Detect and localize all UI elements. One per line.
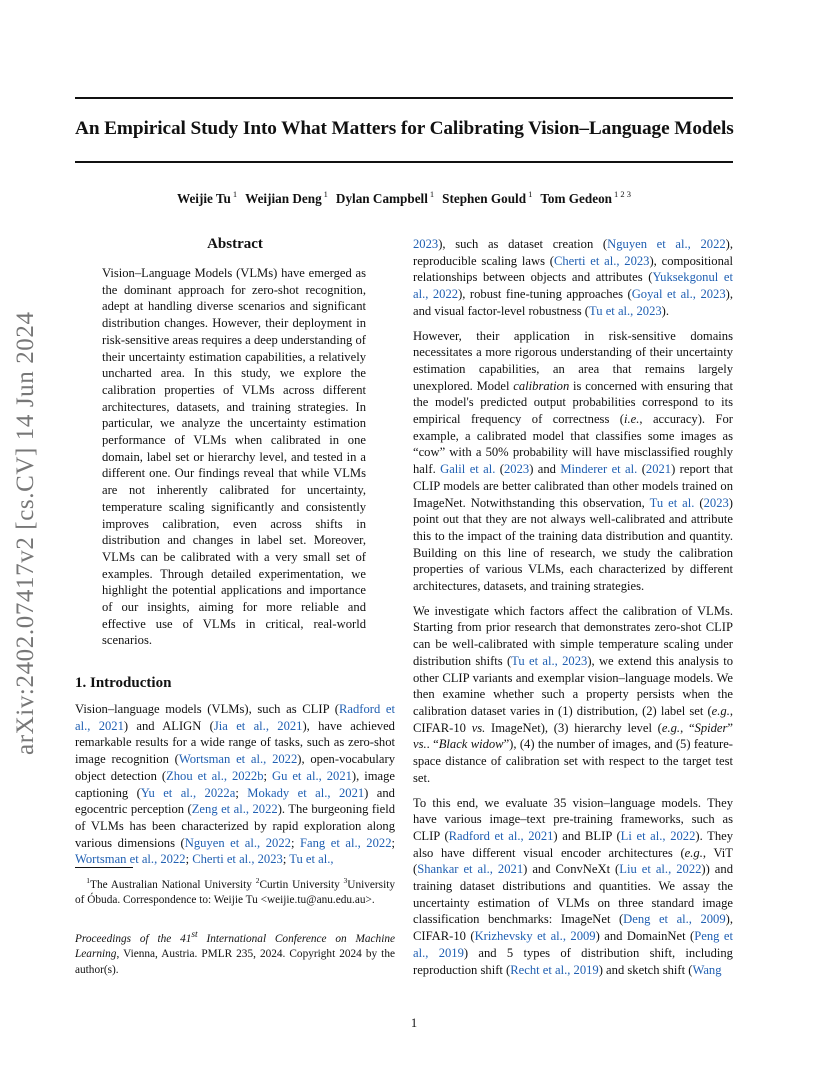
page-number: 1 <box>410 1016 418 1030</box>
text-run: e.g. <box>684 845 703 860</box>
text-run: ” <box>727 720 734 735</box>
citation-link[interactable]: Deng et al., 2009 <box>623 912 726 927</box>
body-paragraph <box>413 236 733 320</box>
citation-link[interactable]: Li et al., 2022 <box>620 828 696 843</box>
citation-link[interactable]: Cherti et al., 2023 <box>553 253 650 268</box>
affiliation-marker: 1 <box>429 189 435 199</box>
text-run: )) and training dataset distributions and quantities. We assay the uncertainty estimation of VLMs on three standard image classification benchmarks: ImageNet ( <box>413 862 733 927</box>
affiliation: Curtin University <box>259 878 340 891</box>
citation-link[interactable]: Tu et al., 2023 <box>589 303 662 318</box>
text-run: , ViT ( <box>413 845 733 877</box>
text-run: . “ <box>426 737 439 752</box>
body-paragraph <box>413 328 733 595</box>
paper-title: An Empirical Study Into What Matters for Calibrating Vision–Language Models <box>75 118 734 139</box>
text-run: ), we extend this analysis to other CLIP variants and exemplar vision–language models. We then examine whether such a property persists when the calibration dataset varies in (1) distribution, (2) label set ( <box>413 653 734 718</box>
text-run: vs. <box>471 720 486 735</box>
text-run: ) and sketch shift ( <box>598 962 693 977</box>
proceedings-ordinal-suffix: st <box>191 930 198 940</box>
citation-link[interactable]: 2023 <box>703 495 729 510</box>
affiliation-marker: 1 <box>323 189 328 199</box>
text-run: ; <box>290 835 300 850</box>
text-run: ). The burgeoning field of VLMs has been characterized by rapid exploration along various dimensions ( <box>75 802 395 850</box>
text-run: , accuracy). For example, a calibrated model that classifies some images as “cow” with a 50% probability will have misclassified roughly half. <box>413 412 733 477</box>
body-paragraph <box>413 603 733 787</box>
author-name: Tom Gedeon <box>540 191 612 207</box>
citation-link[interactable]: Minderer et al. <box>560 462 638 477</box>
text-run: ( <box>694 495 704 510</box>
text-run: e.g. <box>711 703 730 718</box>
right-column <box>413 236 733 986</box>
abstract-heading: Abstract <box>207 236 263 252</box>
citation-link[interactable]: Nguyen et al., 2022 <box>184 835 291 850</box>
citation-link[interactable]: Liu et al., 2022 <box>619 862 702 877</box>
text-run: ), robust fine-tuning approaches ( <box>458 287 632 302</box>
text-run: , “ <box>680 720 695 735</box>
affiliation-marker: 1 2 3 <box>614 189 631 199</box>
author <box>442 191 532 206</box>
text-run: ”), (4) the number of images, and (5) feature-space distance of calibration set with respect to the target test set. <box>413 737 733 785</box>
citation-link[interactable]: Mokady et al., 2021 <box>247 785 365 800</box>
text-run: calibration <box>513 378 570 393</box>
citation-link[interactable]: Nguyen et al., 2022 <box>607 237 726 251</box>
text-run: ( <box>495 462 504 477</box>
text-run: We investigate which factors affect the calibration of VLMs. Starting from prior research that demonstrates zero-shot CLIP can be well-calibrated with simple temperature scaling under distribution shifts ( <box>413 603 733 668</box>
author-name: Dylan Campbell <box>335 191 428 207</box>
arxiv-identifier-stamp: arXiv:2402.07417v2 [cs.CV] 14 Jun 2024 <box>12 311 39 755</box>
body-paragraph <box>413 795 733 979</box>
title-bottom-rule <box>75 161 733 163</box>
text-run: ImageNet), (3) hierarchy level ( <box>485 720 662 735</box>
footnote-rule <box>75 867 133 868</box>
author <box>540 191 631 206</box>
text-run: ) and ALIGN ( <box>123 718 214 733</box>
citation-link[interactable]: Tu et al., <box>289 852 334 867</box>
citation-link[interactable]: 2023 <box>413 237 439 251</box>
text-run: ; <box>235 785 248 800</box>
proceedings-ordinal: 41 <box>180 932 192 945</box>
text-run: is concerned with ensuring that the model's predicted output probabilities correspond to its empirical frequency of correctness ( <box>413 378 733 427</box>
text-run: ), CIFAR-10 ( <box>413 912 733 944</box>
proceedings-notice <box>75 928 395 978</box>
abstract-text: Vision–Language Models (VLMs) have emerged as the dominant approach for zero-shot recognition, adept at handling diverse scenarios and significant distribution changes. However, their deployment in risk-sensitive areas requires a deep understanding of their uncertainty estimation capabilities, a relatively uncharted area. In this study, we explore the calibration properties of VLMs across different architectures, datasets, and training strategies. In particular, we analyze the uncertainty estimation performance of VLMs when calibrated in one domain, label set or hierarchy level, and tested in a different one. Our findings reveal that while VLMs are not inherently calibrated for uncertainty, temperature scaling significantly and consistently improves calibration, even across shifts in distribution and changes in label set. Moreover, VLMs can be calibrated with a very small set of examples. Through detailed experimentation, we highlight the potential applications and importance of our insights, aiming for more reliable and effective use of VLMs in critical, real-world scenarios. <box>102 266 366 648</box>
author <box>177 191 237 206</box>
citation-link[interactable]: Krizhevsky et al., 2009 <box>474 929 596 944</box>
citation-link[interactable]: Shankar et al., 2021 <box>417 862 524 877</box>
citation-link[interactable]: Jia et al., 2021 <box>213 718 303 733</box>
text-run: ) and DomainNet ( <box>595 929 695 944</box>
introduction-body <box>75 701 395 868</box>
text-run: Black widow <box>438 737 504 752</box>
text-run: i.e. <box>623 412 640 427</box>
citation-link[interactable]: Fang et al., 2022 <box>300 835 392 850</box>
citation-link[interactable]: Recht et al., 2019 <box>510 962 599 977</box>
text-run: ), and visual factor-level robustness ( <box>413 287 733 318</box>
text-run: ) and BLIP ( <box>553 828 621 843</box>
text-run: To this end, we evaluate 35 vision–language models. They have various image–text pre-training frameworks, such as CLIP ( <box>413 795 733 843</box>
affiliation-marker: 1 <box>232 189 238 199</box>
text-run: ; <box>263 768 272 783</box>
section-heading-introduction: 1. Introduction <box>75 675 172 691</box>
footnote-marker: 2 <box>255 876 260 885</box>
author <box>336 191 434 206</box>
citation-link[interactable]: 2023 <box>504 462 530 477</box>
citation-link[interactable]: Wortsman et al., 2022 <box>178 752 298 767</box>
text-run: Spider <box>694 720 728 735</box>
correspondence: Correspondence to: Weijie Tu <weijie.tu@anu.edu.au>. <box>123 894 375 907</box>
text-run: , CIFAR-10 <box>413 703 733 735</box>
text-run: ; <box>185 852 193 867</box>
author-name: Stephen Gould <box>442 191 527 207</box>
author-name: Weijie Tu <box>176 191 231 207</box>
text-run: However, their application in risk-sensitive domains necessitates a more rigorous understanding of their uncertainty estimation capabilities, an area that remains largely unexplored. Model <box>413 328 733 393</box>
affiliation: University of Óbuda. <box>75 878 395 907</box>
text-run: ). <box>661 303 670 318</box>
text-run: ), reproducible scaling laws ( <box>413 237 734 268</box>
text-run: ( <box>637 462 646 477</box>
footnote-marker: 3 <box>343 876 348 885</box>
affiliation-marker: 1 <box>528 189 533 199</box>
conference-name: International Conference on Machine Learning <box>75 932 395 961</box>
footnote-marker: 1 <box>86 876 91 885</box>
text-run: ) and <box>529 462 561 477</box>
introduction-paragraph <box>75 701 395 868</box>
citation-link[interactable]: Tu et al., 2023 <box>511 653 588 668</box>
proceedings-prefix: Proceedings of the <box>75 932 181 945</box>
citation-link[interactable]: Yuksekgonul et al., 2022 <box>413 270 733 302</box>
text-run: ), image captioning ( <box>75 768 395 800</box>
citation-link[interactable]: Radford et al., 2021 <box>448 828 554 843</box>
citation-link[interactable]: Gu et al., 2021 <box>271 768 352 783</box>
text-run: ), such as dataset creation ( <box>438 237 608 251</box>
text-run: ), open-vocabulary object detection ( <box>75 752 395 783</box>
text-run: ) point out that they are not always well-calibrated and attribute this to the impact of the training data distribution and quantity. Building on this line of research, we study the calibration properties of various VLMs, each characterized by different architectures, datasets, and training strategies. <box>413 495 733 594</box>
citation-link[interactable]: Radford et al., 2021 <box>75 702 395 733</box>
text-run: ), compositional relationships between objects and attributes ( <box>413 253 733 285</box>
author-name: Weijian Deng <box>245 191 322 207</box>
text-run: Vision–language models (VLMs), such as CLIP ( <box>75 702 339 716</box>
citation-link[interactable]: Tu et al. <box>649 495 695 510</box>
citation-link[interactable]: Galil et al. <box>440 462 496 477</box>
text-run: ). They also have different visual encoder architectures ( <box>413 828 733 860</box>
citation-link[interactable]: Wang <box>692 962 722 977</box>
text-run: ) and egocentric perception ( <box>75 785 395 817</box>
text-run: ; <box>282 852 290 867</box>
text-run: ) and 5 types of distribution shift, including reproduction shift ( <box>413 945 733 977</box>
citation-link[interactable]: Zhou et al., 2022b <box>166 768 264 783</box>
text-run: ; <box>391 835 395 850</box>
text-run: ), have achieved remarkable results for a wide range of tasks, such as zero-shot image recognition ( <box>75 718 395 767</box>
text-run: e.g. <box>661 720 681 735</box>
affiliation: The Australian National University <box>90 878 252 891</box>
author-list <box>75 190 733 207</box>
citation-link[interactable]: Peng et al., 2019 <box>413 929 733 960</box>
proceedings-details: , Vienna, Austria. PMLR 235, 2024. Copyright 2024 by the author(s). <box>75 948 395 976</box>
text-run: vs. <box>413 737 427 752</box>
citation-link[interactable]: Yu et al., 2022a <box>140 785 236 800</box>
top-rule <box>75 97 733 99</box>
citation-link[interactable]: Cherti et al., 2023 <box>192 852 283 867</box>
citation-link[interactable]: Zeng et al., 2022 <box>191 802 278 817</box>
text-run: ) and ConvNeXt ( <box>523 862 620 877</box>
citation-link[interactable]: 2021 <box>645 462 672 477</box>
citation-link[interactable]: Goyal et al., 2023 <box>631 287 726 302</box>
author <box>245 191 328 206</box>
footnote-affiliations <box>75 873 395 909</box>
text-run: ) report that CLIP models are better calibrated than other models trained on ImageNet. Notwithstanding this observation, <box>413 462 734 510</box>
citation-link[interactable]: Wortsman et al., 2022 <box>75 852 186 867</box>
